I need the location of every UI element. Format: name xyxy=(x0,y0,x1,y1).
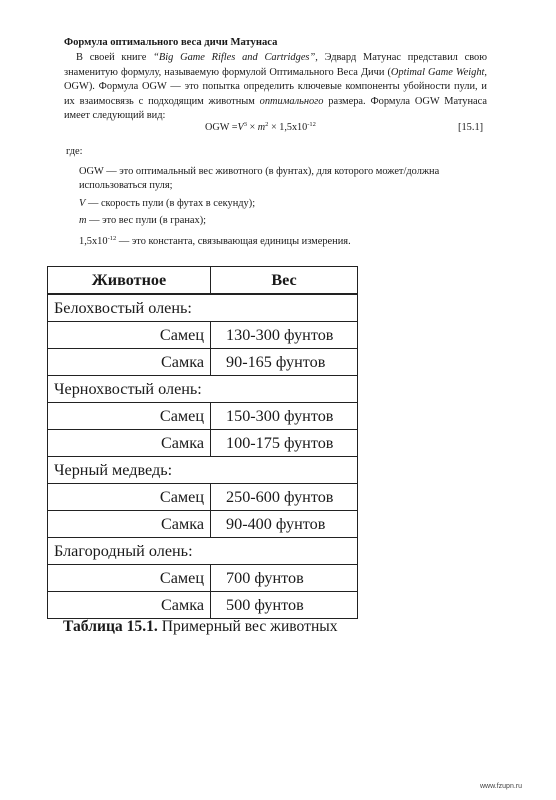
weight-cell: 700 фунтов xyxy=(211,565,358,592)
table-row xyxy=(48,565,358,592)
table-caption: Таблица 15.1. Примерный вес животных xyxy=(63,618,338,635)
sex-cell: Самка xyxy=(48,349,211,376)
definition-item: $1,5x10^{-12}$ — это константа, связывающая единицы измерения. xyxy=(79,234,351,247)
column-header-weight: Вес xyxy=(211,267,358,295)
table-row xyxy=(48,430,358,457)
sex-cell: Самец xyxy=(48,484,211,511)
ogw-english-term: Optimal Game Weight xyxy=(390,66,485,78)
weight-cell: 130-300 фунтов xyxy=(211,322,358,349)
equation-number: [15.1] xyxy=(458,122,484,133)
group-name: Черный медведь: xyxy=(48,457,211,484)
sex-cell: Самка xyxy=(48,592,211,619)
sex-cell: Самка xyxy=(48,430,211,457)
weight-cell: 500 фунтов xyxy=(211,592,358,619)
column-header-animal: Животное xyxy=(48,267,211,295)
table-group-row xyxy=(48,376,358,403)
table-row xyxy=(48,592,358,619)
section-heading: Формула оптимального веса дичи Матунаса xyxy=(64,37,278,48)
table-group-row xyxy=(48,294,358,322)
animal-weight-table xyxy=(47,266,358,619)
table-group-row xyxy=(48,457,358,484)
ogw-formula: OGW $=V^3 \times m^2 \times 1,5x10^{-12}$ xyxy=(205,121,316,133)
sex-cell: Самец xyxy=(48,565,211,592)
group-name: Белохвостый олень: xyxy=(48,294,211,322)
table-row xyxy=(48,403,358,430)
weight-cell: 150-300 фунтов xyxy=(211,403,358,430)
sex-cell: Самец xyxy=(48,403,211,430)
table-group-row xyxy=(48,538,358,565)
group-name: Благородный олень: xyxy=(48,538,211,565)
footer-url: www.fzupn.ru xyxy=(480,783,523,790)
where-label: где: xyxy=(66,146,83,157)
weight-cell: 90-165 фунтов xyxy=(211,349,358,376)
definition-item: OGW — это оптимальный вес животного (в фунтах), для которого может/должна использоваться пуля; xyxy=(79,166,440,192)
table-row xyxy=(48,349,358,376)
definition-item: m — это вес пули (в гранах); xyxy=(79,215,207,227)
definitions-list xyxy=(79,165,487,253)
sex-cell: Самец xyxy=(48,322,211,349)
optimal-word: оптимального xyxy=(259,95,324,107)
table-row xyxy=(48,511,358,538)
weight-cell: 250-600 фунтов xyxy=(211,484,358,511)
table-row xyxy=(48,484,358,511)
sex-cell: Самка xyxy=(48,511,211,538)
weight-cell: 90-400 фунтов xyxy=(211,511,358,538)
table-header-row xyxy=(48,267,358,295)
definition-item: V — скорость пули (в футах в секунду); xyxy=(79,197,256,209)
weight-cell: 100-175 фунтов xyxy=(211,430,358,457)
group-name: Чернохвостый олень: xyxy=(48,376,211,403)
book-title: “Big Game Rifles and Cartridges” xyxy=(153,52,316,63)
table-row xyxy=(48,322,358,349)
intro-paragraph: В своей книге “Big Game Rifles and Cartridges”, Эдвард Матунас представил свою знаменитую формулу, называемую формулой Оптимального Веса Дичи (Optimal Game Weight, OGW). Формула OGW — это попытка определить ключевые компоненты убойности пули, и их взаимосвязь с подходящим животным оптимального размера. Формула OGW Матунаса имеет следующий вид: xyxy=(64,52,488,122)
